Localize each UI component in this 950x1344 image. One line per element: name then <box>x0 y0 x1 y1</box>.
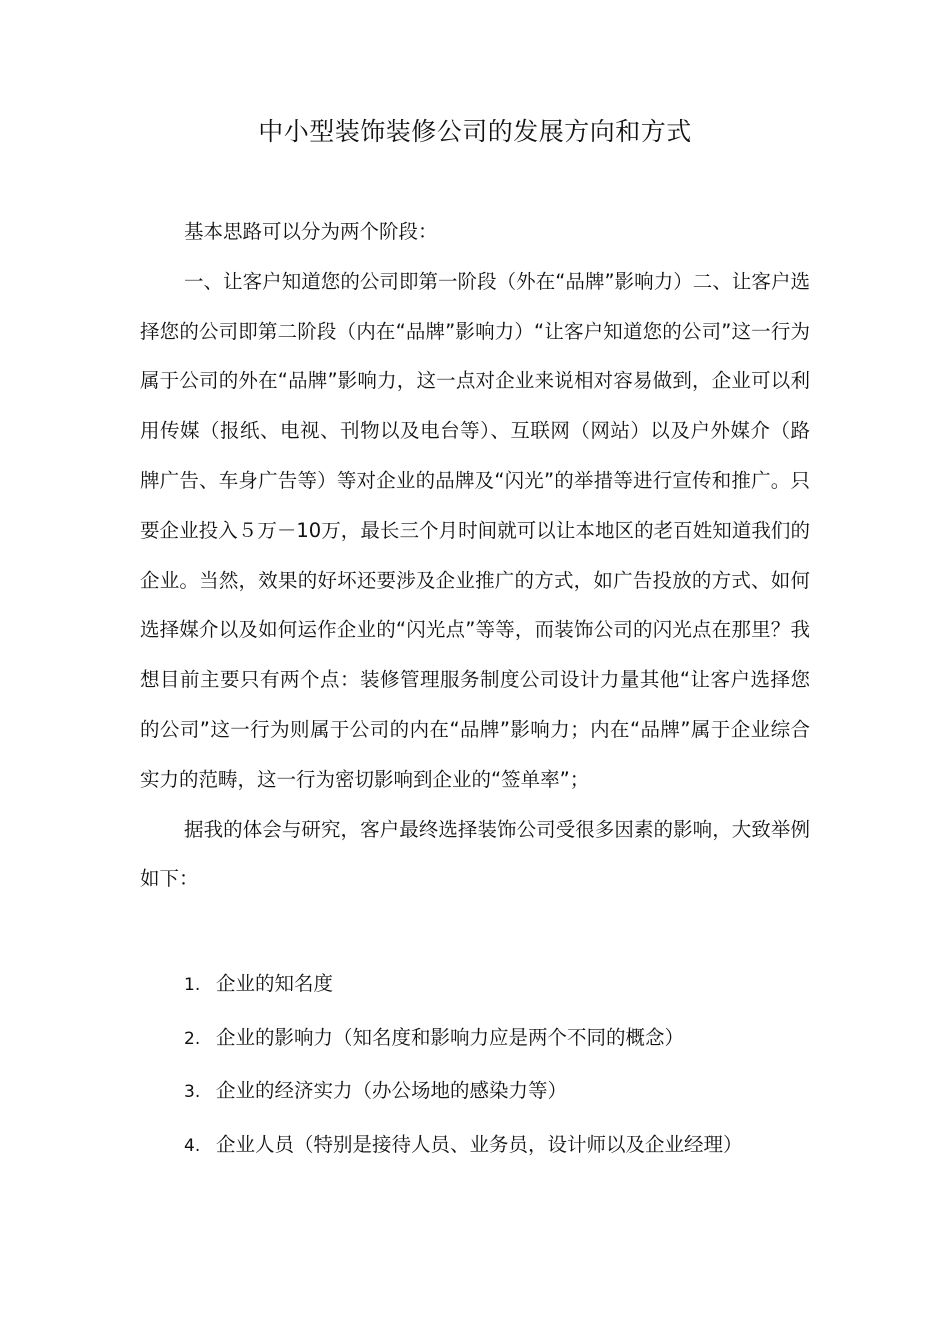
list-item-number: 4. <box>184 1135 201 1156</box>
paragraph-main: 一、让客户知道您的公司即第一阶段（外在“品牌”影响力）二、让客户选择您的公司即第二阶段（内在“品牌”影响力）“让客户知道您的公司”这一行为属于公司的外在“品牌”影响力，这一点对企业来说相对容易做到，企业可以利用传媒（报纸、电视、刊物以及电台等）、互联网（网站）以及户外媒介（路牌广告、车身广告等）等对企业的品牌及“闪光”的举措等进行宣传和推广。只要企业投入５万－10万，最长三个月时间就可以让本地区的老百姓知道我们的企业。当然，效果的好坏还要涉及企业推广的方式，如广告投放的方式、如何选择媒介以及如何运作企业的“闪光点”等等，而装饰公司的闪光点在那里？我想目前主要只有两个点：装修管理服务制度公司设计力量其他“让客户选择您的公司”这一行为则属于公司的内在“品牌”影响力；内在“品牌”属于企业综合实力的范畴，这一行为密切影响到企业的“签单率”； <box>140 269 810 791</box>
list-item-text: 企业人员（特别是接待人员、业务员，设计师以及企业经理） <box>216 1132 743 1156</box>
list-item <box>140 958 810 1012</box>
factor-list <box>140 958 810 1172</box>
list-item-number: 1. <box>184 975 201 995</box>
paragraph-intro: 基本思路可以分为两个阶段： <box>184 220 438 243</box>
list-item-text: 企业的经济实力（办公场地的感染力等） <box>216 1079 568 1102</box>
paragraph-factors: 据我的体会与研究，客户最终选择装饰公司受很多因素的影响，大致举例如下： <box>140 817 810 891</box>
list-item-number: 3. <box>184 1082 201 1102</box>
list-item-number: 2. <box>184 1028 201 1049</box>
list-item-text: 企业的影响力（知名度和影响力应是两个不同的概念） <box>216 1025 685 1049</box>
document-title: 中小型装饰装修公司的发展方向和方式 <box>258 117 692 146</box>
document-body <box>140 207 810 904</box>
list-item <box>140 1065 810 1119</box>
list-item <box>140 1119 810 1173</box>
list-item-text: 企业的知名度 <box>216 972 334 995</box>
list-item <box>140 1012 810 1066</box>
